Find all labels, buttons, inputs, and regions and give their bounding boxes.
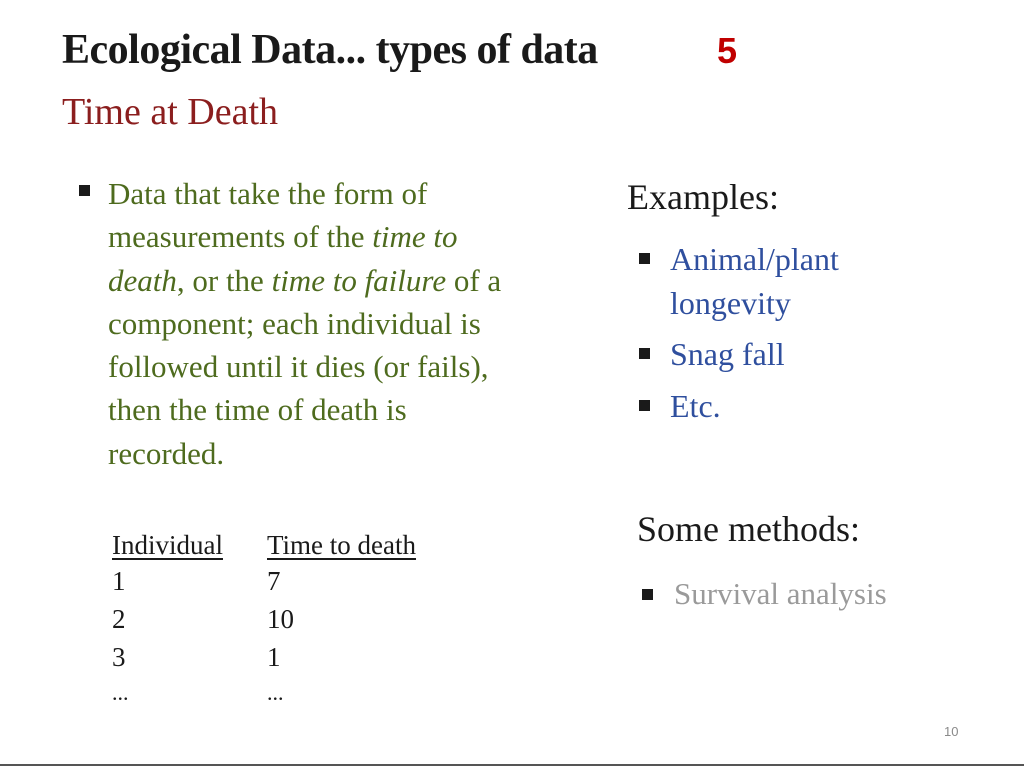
example-item-1-line-1: Animal/plant <box>670 241 839 277</box>
table-cell-time-3: 1 <box>267 642 281 672</box>
definition-text <box>108 172 548 475</box>
definition-text-segment: component; each individual is <box>108 305 481 341</box>
definition-line <box>108 388 548 431</box>
table-cell-individual-2: 2 <box>112 604 126 634</box>
definition-text-segment: of a <box>446 262 502 298</box>
table-cell-individual-1: 1 <box>112 566 126 596</box>
table-header-individual: Individual <box>112 530 223 560</box>
examples-heading: Examples: <box>627 177 779 217</box>
table-cell-time-1: 7 <box>267 566 281 596</box>
definition-text-segment: then the time of death is <box>108 392 407 428</box>
definition-text-segment: Data that take the form of <box>108 176 428 211</box>
slide-subtitle: Time at Death <box>62 91 279 133</box>
table-cell-time-ellipsis: ... <box>267 680 284 705</box>
definition-text-segment: , or the <box>176 262 272 298</box>
table-cell-time-2: 10 <box>267 604 294 634</box>
definition-text-segment: recorded. <box>108 435 225 471</box>
table-cell-individual-ellipsis: ... <box>112 680 129 705</box>
table-header-time-to-death: Time to death <box>267 530 417 560</box>
definition-italic-term: time to <box>372 219 458 255</box>
example-item-2: Snag fall <box>670 336 785 372</box>
example-item-3: Etc. <box>670 388 721 424</box>
definition-line <box>108 432 548 475</box>
definition-line <box>108 259 548 302</box>
example-item-1 <box>670 237 839 325</box>
section-number-badge: 5 <box>717 30 738 71</box>
slide-title: Ecological Data... types of data <box>62 27 598 73</box>
definition-italic-term: time to failure <box>271 262 447 298</box>
bottom-divider <box>0 764 1024 766</box>
definition-line <box>108 345 548 388</box>
square-bullet-icon <box>639 400 650 411</box>
table-cell-individual-3: 3 <box>112 642 126 672</box>
definition-italic-term: death <box>108 262 177 298</box>
square-bullet-icon <box>639 348 650 359</box>
square-bullet-icon <box>79 185 90 196</box>
square-bullet-icon <box>642 589 653 600</box>
definition-text-segment: followed until it dies (or fails), <box>108 349 489 385</box>
definition-line <box>108 172 548 215</box>
page-number: 10 <box>944 724 959 739</box>
methods-heading: Some methods: <box>637 509 860 549</box>
square-bullet-icon <box>639 253 650 264</box>
definition-text-segment: measurements of the <box>108 219 373 255</box>
example-item-1-line-2: longevity <box>670 285 791 321</box>
method-item-1: Survival analysis <box>674 576 887 611</box>
definition-line <box>108 215 548 258</box>
definition-line <box>108 302 548 345</box>
